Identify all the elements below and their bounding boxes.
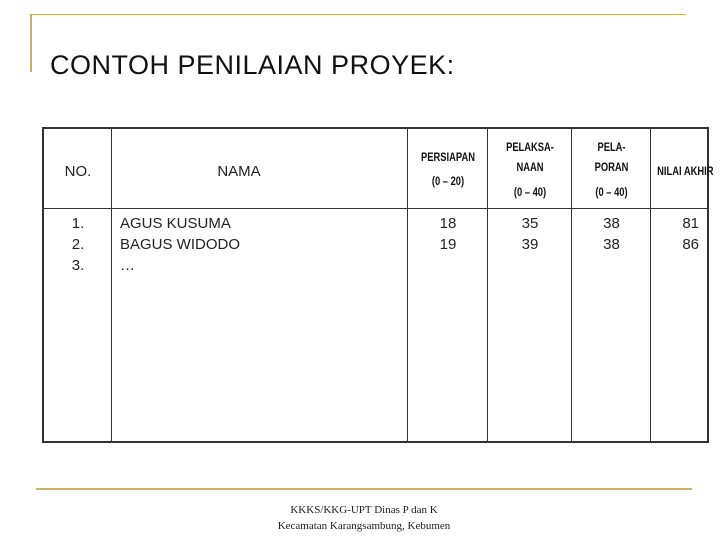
header-pelaksanaan-label-1: PELAKSA- (506, 140, 554, 154)
table-cell-persiapan: 19 (439, 236, 457, 253)
column-persiapan-values (408, 213, 488, 255)
footer-divider (36, 488, 692, 490)
table-cell-nilai-akhir: 86 (682, 236, 699, 253)
header-no: NO. (64, 163, 92, 180)
assessment-table (42, 127, 714, 443)
table-cell-pelaksanaan: 39 (521, 236, 539, 253)
decorative-left-line (30, 14, 32, 72)
header-nama: NAMA (217, 163, 261, 180)
column-nilai-akhir-values (651, 213, 707, 255)
table-cell-pelaksanaan: 35 (521, 215, 539, 232)
header-pelaporan (572, 141, 651, 198)
header-pelaksanaan-label-2: NAAN (516, 160, 544, 174)
header-pelaporan-label-2: PORAN (594, 160, 629, 174)
header-divider (44, 208, 707, 209)
slide-title: CONTOH PENILAIAN PROYEK: (50, 50, 455, 80)
header-persiapan-range: (0 – 20) (431, 174, 465, 188)
table-cell-nama: AGUS KUSUMA (120, 215, 231, 232)
table-cell-no: 1. (71, 215, 85, 232)
column-pelaksanaan-values (488, 213, 572, 255)
header-pelaporan-range: (0 – 40) (595, 185, 628, 199)
column-pelaporan-values (572, 213, 651, 255)
decorative-top-line (30, 14, 686, 15)
header-pelaksanaan (488, 141, 572, 198)
header-pelaporan-label-1: PELA- (597, 140, 626, 154)
header-persiapan (408, 151, 488, 187)
column-nama-values (120, 213, 400, 276)
table-cell-pelaporan: 38 (603, 215, 620, 232)
table-cell-persiapan: 18 (439, 215, 457, 232)
table-cell-nilai-akhir: 81 (682, 215, 699, 232)
table-cell-pelaporan: 38 (603, 236, 620, 253)
table-cell-no: 2. (71, 236, 85, 253)
footer-line-2: Kecamatan Karangsambung, Kebumen (277, 520, 451, 532)
header-nilai-akhir (651, 164, 714, 178)
header-persiapan-label: PERSIAPAN (421, 150, 475, 164)
footer-line-1: KKKS/KKG-UPT Dinas P dan K (290, 504, 438, 516)
table-cell-no: 3. (71, 257, 85, 274)
table-cell-nama: … (120, 257, 135, 274)
header-nilai-akhir-label: NILAI AKHIR (657, 164, 714, 178)
table-cell-nama: BAGUS WIDODO (120, 236, 241, 253)
header-pelaksanaan-range: (0 – 40) (513, 185, 547, 199)
column-no-values (44, 213, 112, 276)
